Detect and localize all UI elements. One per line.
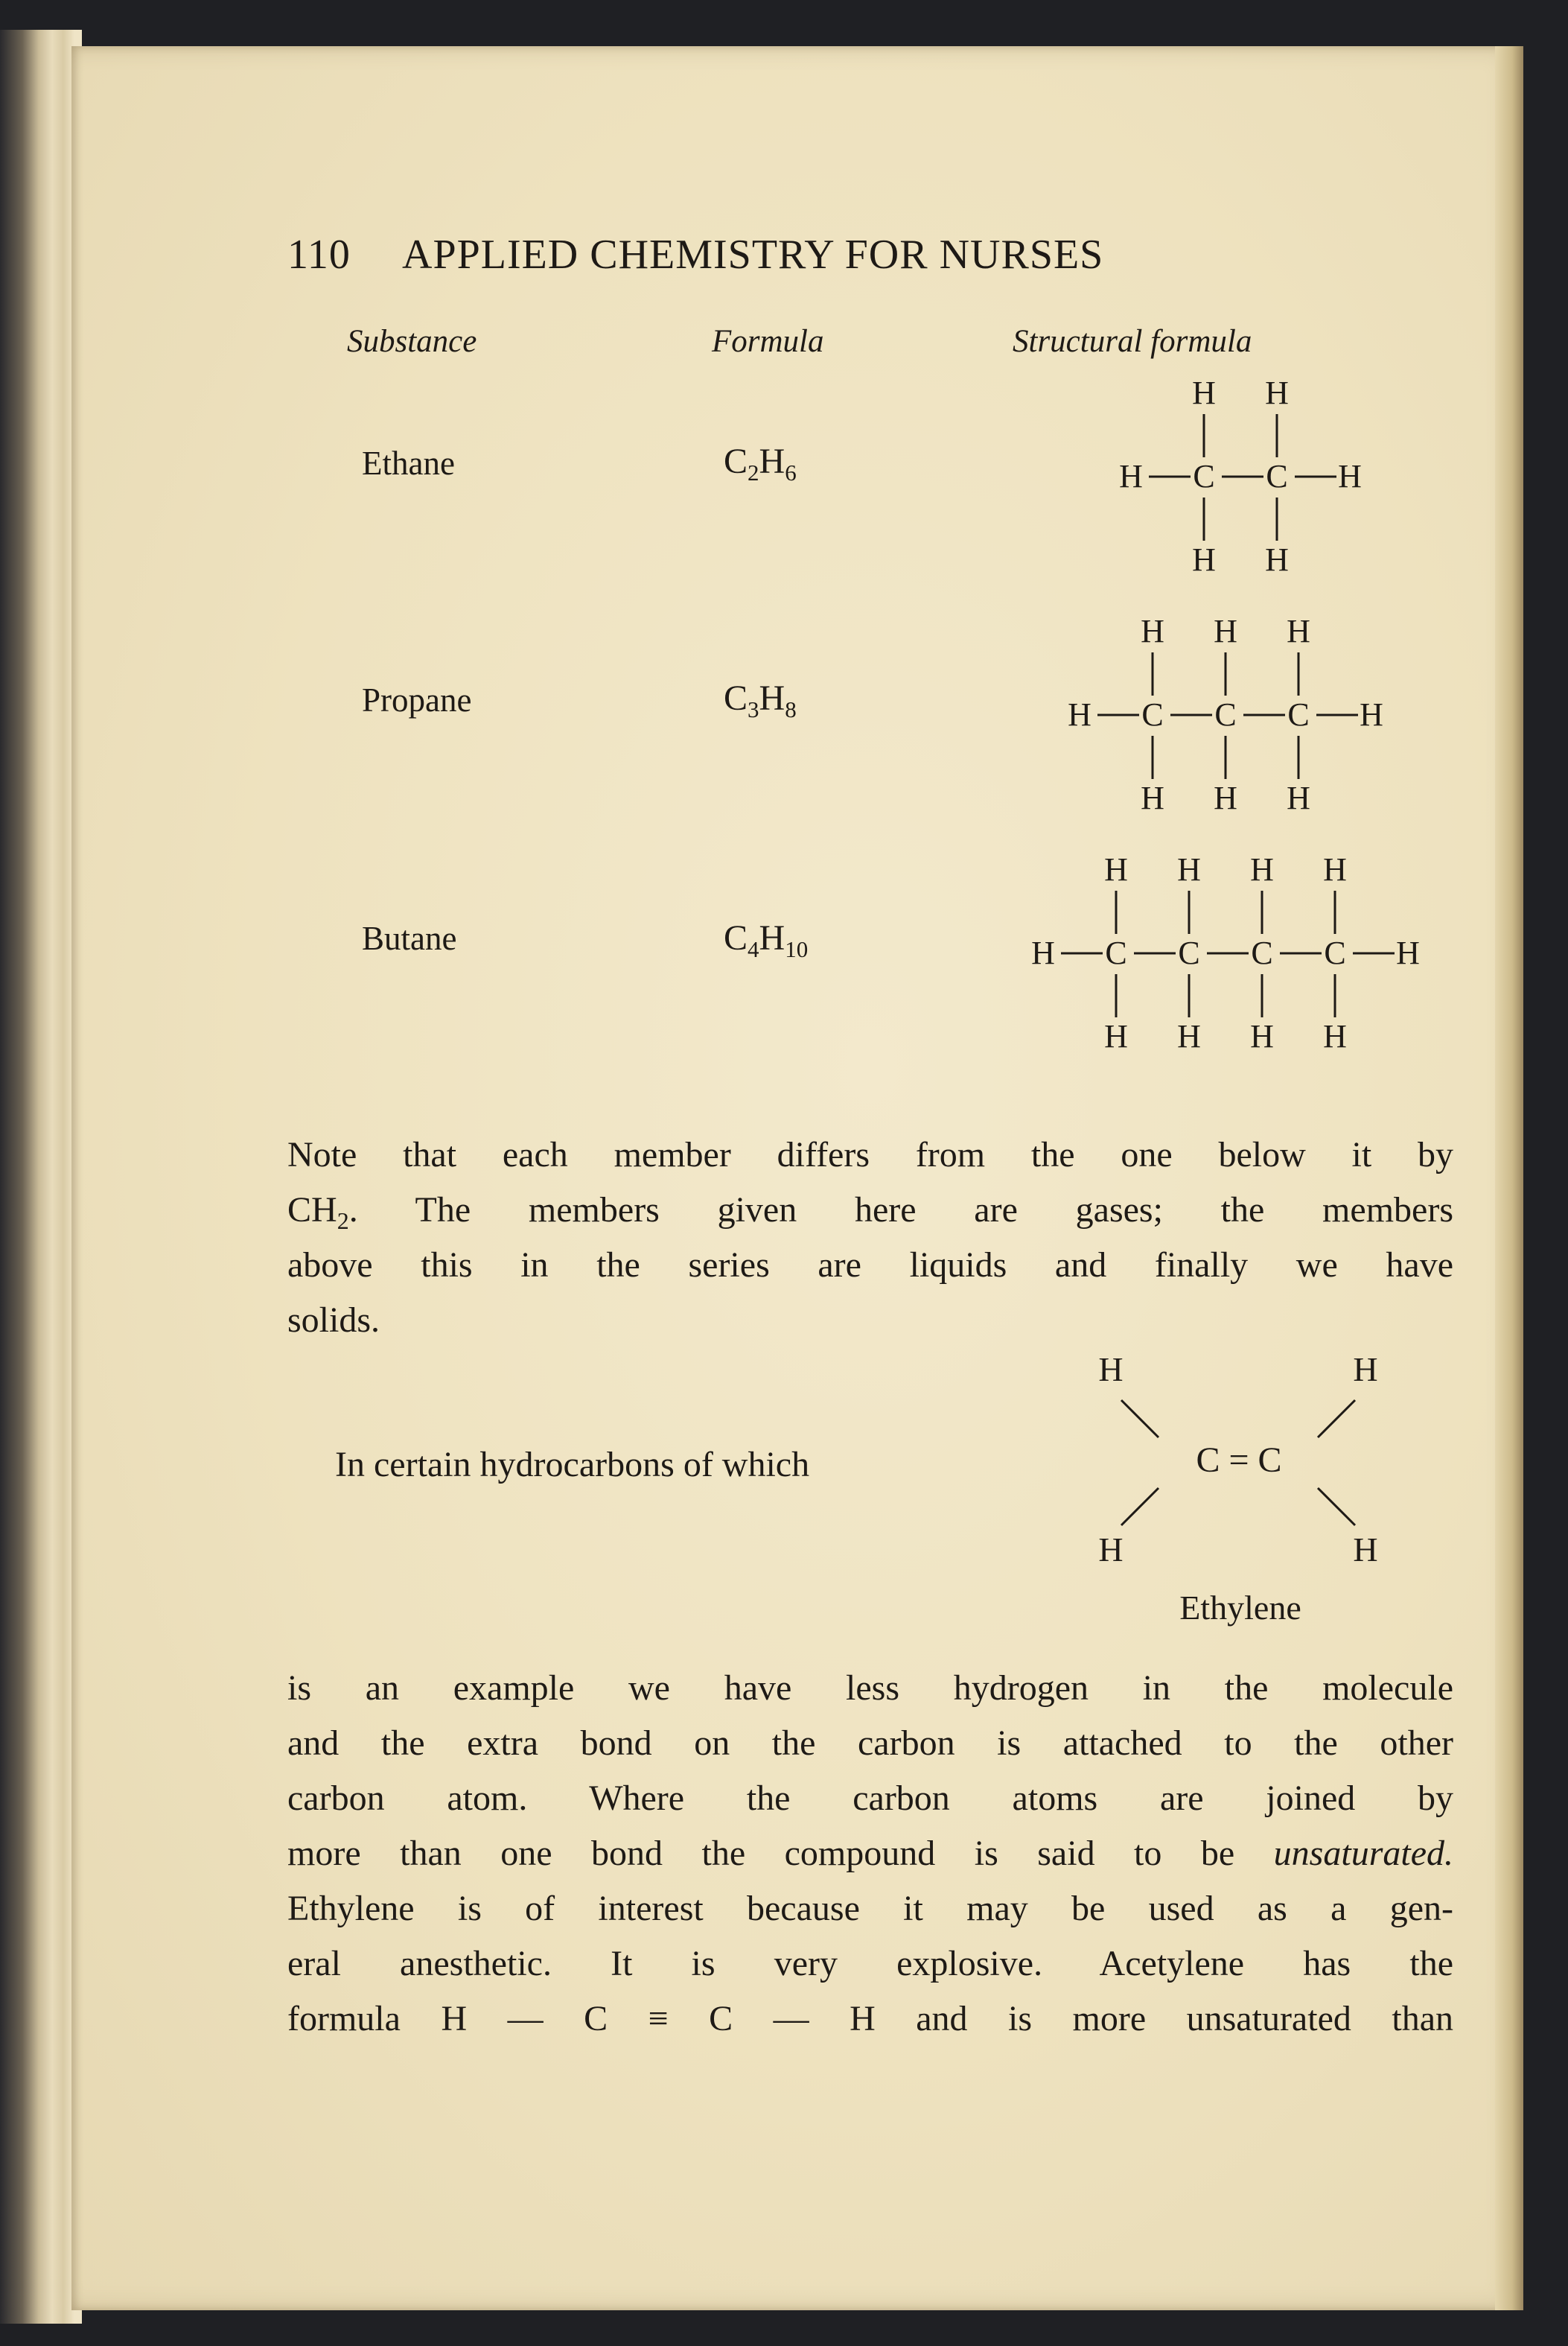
carbon-atom: C (1141, 696, 1164, 733)
hydrogen-right: H (1360, 696, 1383, 733)
hydrogen-bottom: H (1214, 780, 1237, 816)
hydrogen-left: H (1068, 696, 1091, 733)
paragraph2-line3: carbon atom. Where the carbon atoms are joined by (287, 1778, 1453, 1818)
ethylene-label: Ethylene (1179, 1589, 1301, 1627)
hydrogen-left: H (1031, 935, 1055, 971)
carbon-atom: C (1193, 458, 1215, 495)
hydrogen-top: H (1141, 613, 1164, 649)
bond-top-left (1121, 1400, 1159, 1437)
carbon-atom: C (1266, 458, 1288, 495)
substance-ethane: Ethane (362, 445, 455, 482)
book-edge (0, 30, 82, 2324)
hydrogen-top: H (1192, 375, 1216, 411)
hydrogen-bottom: H (1104, 1018, 1128, 1055)
hydrogen-top: H (1214, 613, 1237, 649)
ethylene-lead-in: In certain hydrocarbons of which (335, 1445, 810, 1484)
hydrogen-top: H (1177, 851, 1201, 888)
ethylene-double-bond-center: C = C (1196, 1440, 1282, 1480)
ethylene-h-bottom-left: H (1098, 1530, 1124, 1568)
ethylene-h-top-right: H (1353, 1350, 1378, 1388)
paragraph2-line6: eral anesthetic. It is very explosive. Acetylene has the (287, 1944, 1453, 1983)
paragraph2-line7: formula H — C ≡ C — H and is more unsaturated than (287, 1999, 1453, 2038)
paragraph2-line1: is an example we have less hydrogen in the molecule (287, 1668, 1453, 1708)
hydrogen-bottom: H (1192, 541, 1216, 578)
hydrogen-bottom: H (1265, 541, 1289, 578)
paragraph1-line4: solids. (287, 1300, 380, 1340)
hydrogen-bottom: H (1323, 1018, 1347, 1055)
book-page (71, 46, 1523, 2310)
carbon-atom: C (1214, 696, 1237, 733)
paragraph1-line3: above this in the series are liquids and finally we have (287, 1245, 1453, 1285)
hydrogen-left: H (1119, 458, 1143, 495)
carbon-atom: C (1178, 935, 1200, 971)
hydrogen-top: H (1265, 375, 1289, 411)
formula-ethane: $C_2H_6$ (724, 442, 797, 486)
ethylene-h-bottom-right: H (1353, 1530, 1378, 1568)
paragraph2-line2: and the extra bond on the carbon is attached to the other (287, 1723, 1453, 1763)
page-number: 110 (287, 232, 351, 278)
hydrogen-bottom: H (1141, 780, 1164, 816)
unsaturated-term: unsaturated. (1273, 1834, 1454, 1873)
header-structural-formula: Structural formula (1013, 324, 1252, 359)
header-substance: Substance (347, 324, 477, 359)
paragraph1-line2: $CH_2$. The members given here are gases; the members (287, 1190, 1453, 1234)
structure-ethylene (1024, 1335, 1427, 1662)
hydrogen-top: H (1287, 613, 1310, 649)
bond-bottom-left (1121, 1488, 1159, 1525)
formula-butane: $C_4H_{10}$ (724, 918, 809, 962)
header-formula: Formula (712, 324, 824, 359)
structure-propane (1002, 597, 1419, 858)
running-head-title: APPLIED CHEMISTRY FOR NURSES (402, 232, 1104, 278)
hydrogen-top: H (1250, 851, 1274, 888)
substance-butane: Butane (362, 920, 457, 957)
carbon-atom: C (1251, 935, 1273, 971)
paragraph1-line1: Note that each member differs from the one below it by (287, 1135, 1453, 1174)
hydrogen-right: H (1396, 935, 1420, 971)
carbon-atom: C (1324, 935, 1346, 971)
formula-propane: $C_3H_8$ (724, 678, 797, 722)
hydrogen-bottom: H (1250, 1018, 1274, 1055)
hydrogen-top: H (1323, 851, 1347, 888)
substance-propane: Propane (362, 681, 472, 719)
carbon-atom: C (1287, 696, 1310, 733)
structure-ethane (1039, 359, 1412, 620)
carbon-atom: C (1105, 935, 1127, 971)
paragraph2-line4: more than one bond the compound is said to be unsaturated. (287, 1834, 1454, 1873)
structure-butane (965, 836, 1456, 1096)
page-right-edge (1495, 46, 1523, 2310)
hydrogen-bottom: H (1177, 1018, 1201, 1055)
hydrogen-right: H (1338, 458, 1362, 495)
hydrogen-top: H (1104, 851, 1128, 888)
bond-bottom-right (1318, 1488, 1355, 1525)
hydrogen-bottom: H (1287, 780, 1310, 816)
ethylene-h-top-left: H (1098, 1350, 1124, 1388)
paragraph2-line5: Ethylene is of interest because it may be used as a gen- (287, 1889, 1453, 1928)
bond-top-right (1318, 1400, 1355, 1437)
acetylene-formula: H — C ≡ C — H (441, 1999, 876, 2038)
